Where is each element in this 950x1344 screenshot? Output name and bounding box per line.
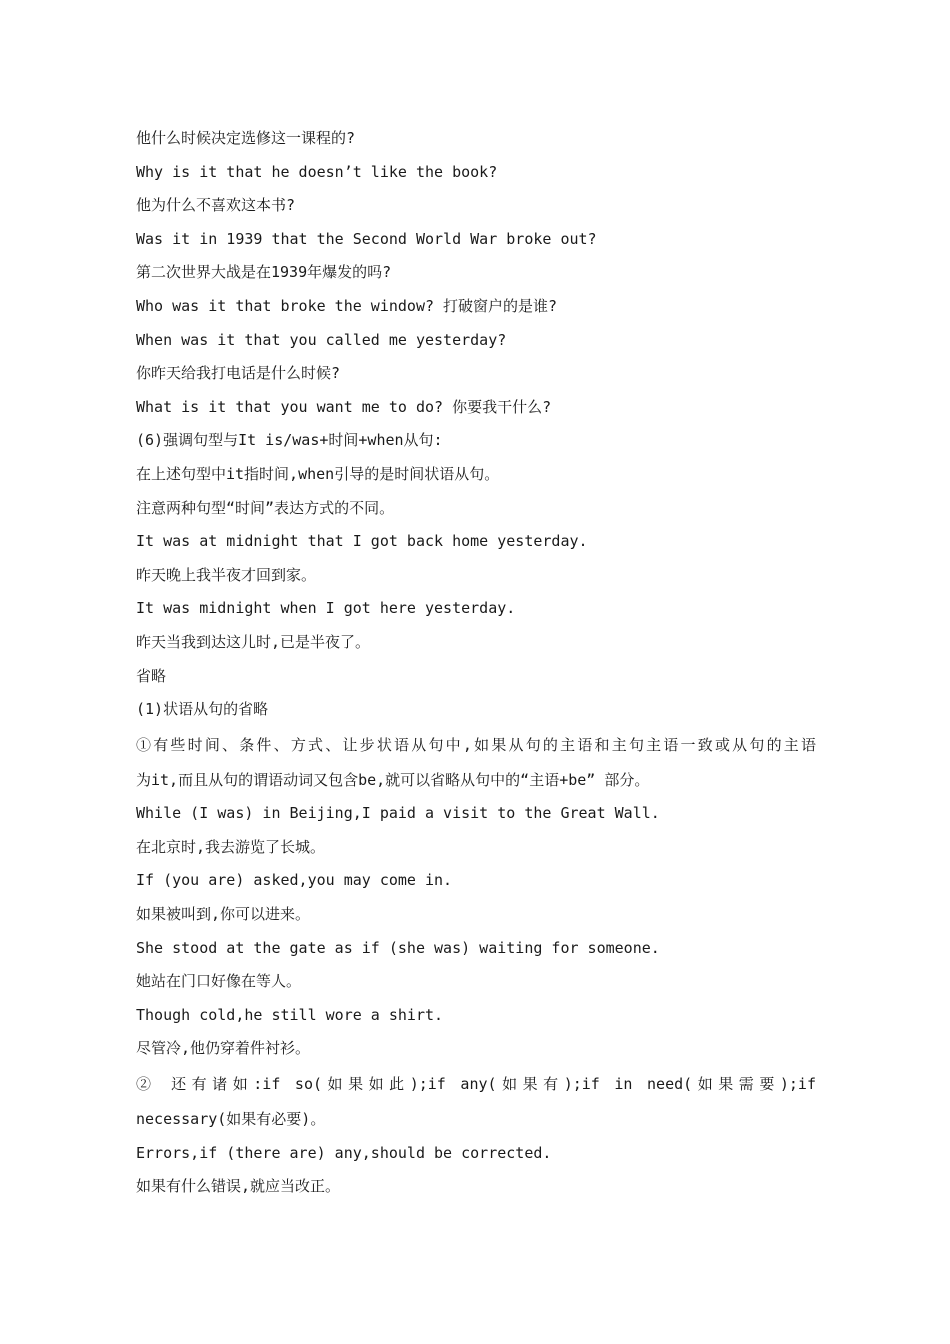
text-line: 为it,而且从句的谓语动词又包含be,就可以省略从句中的“主语+be” 部分。 [136,770,650,789]
text-line: 昨天当我到达这儿时,已是半夜了。 [136,632,371,651]
text-line: 昨天晚上我半夜才回到家。 [136,565,317,584]
text-line: 他什么时候决定选修这一课程的? [136,129,356,147]
text-line: ② 还有诸如:if so(如果如此);if any(如果有);if in need(如果需要);if [136,1075,816,1094]
text-line: ①有些时间、条件、方式、让步状语从句中,如果从句的主语和主句主语一致或从句的主语 [136,735,816,754]
text-line: 注意两种句型“时间”表达方式的不同。 [136,498,395,517]
text-line: If (you are) asked,you may come in. [136,871,453,890]
text-line: It was midnight when I got here yesterday. [136,599,516,618]
text-line: 第二次世界大战是在1939年爆发的吗? [136,263,392,282]
text-line: (6)强调句型与It is/was+时间+when从句: [136,431,443,450]
text-line: Why is it that he doesn’t like the book? [136,162,498,181]
text-line: She stood at the gate as if (she was) waiting for someone. [136,938,660,957]
text-line: What is it that you want me to do? 你要我干什么? [136,397,552,416]
text-line: 在上述句型中it指时间,when引导的是时间状语从句。 [136,464,500,483]
text-line: While (I was) in Beijing,I paid a visit to the Great Wall. [136,804,660,823]
text-line: 她站在门口好像在等人。 [136,972,302,991]
text-line: Who was it that broke the window? 打破窗户的是谁? [136,296,558,315]
text-line: 如果有什么错误,就应当改正。 [136,1177,341,1196]
text-line: 在北京时,我去游览了长城。 [136,837,326,856]
subsection-heading: (1)状语从句的省略 [136,700,269,719]
text-line: 如果被叫到,你可以进来。 [136,905,311,924]
text-line: It was at midnight that I got back home yesterday. [136,532,588,551]
document-body [136,122,816,1204]
text-line: necessary(如果有必要)。 [136,1110,326,1129]
text-line: Was it in 1939 that the Second World War broke out? [136,229,597,248]
text-line: When was it that you called me yesterday? [136,330,507,349]
section-heading: 省略 [136,666,167,685]
text-line: Errors,if (there are) any,should be corrected. [136,1143,552,1162]
text-line: 尽管冷,他仍穿着件衬衫。 [136,1039,311,1058]
text-line: Though cold,he still wore a shirt. [136,1005,444,1024]
text-line: 你昨天给我打电话是什么时候? [136,364,341,383]
text-line: 他为什么不喜欢这本书? [136,196,296,215]
